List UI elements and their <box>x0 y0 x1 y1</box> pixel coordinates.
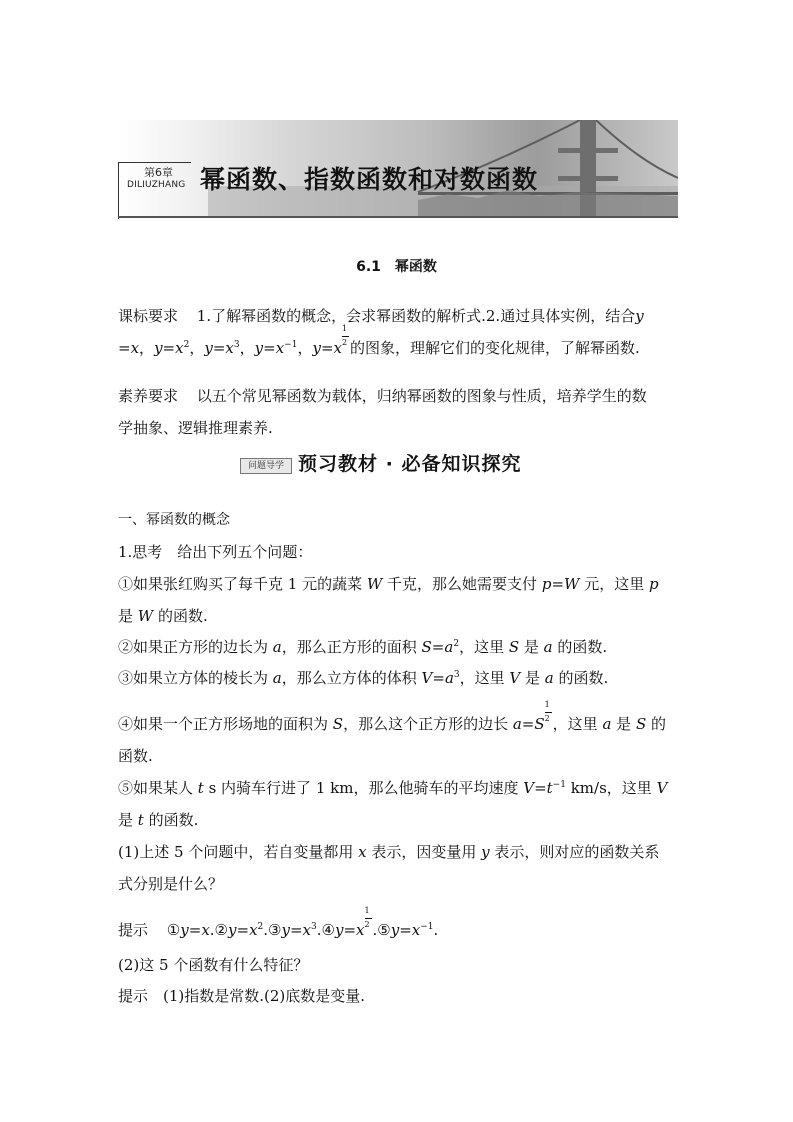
curriculum-label: 课标要求 <box>118 307 179 325</box>
literacy-requirement <box>118 380 680 444</box>
curriculum-requirement: 课标要求 1.了解幂函数的概念，会求幂函数的解析式.2.通过具体实例，结合y =x，$y=x^2$，$y=x^3$，$y=x^{-1}$，y=x $\frac{1}{2}$ 的图象，理解它们的变化规律，了解幂函数. <box>118 307 644 357</box>
chapter-pinyin: DILIUZHANG <box>127 180 186 190</box>
section-title: 6.1 幂函数 <box>356 259 437 275</box>
chapter-banner <box>118 120 678 218</box>
question-4: ④如果一个正方形场地的面积为 S，那么这个正方形的边长 a=S $\frac{1}{2}$ ，这里 a 是 S 的 函数. <box>118 700 666 765</box>
preview-banner-title: 预习教材 · 必备知识探究 <box>298 453 522 475</box>
chapter-number: 第6章 <box>144 166 173 179</box>
chapter-title: 幂函数、指数函数和对数函数 <box>200 165 539 194</box>
question-2: ②如果正方形的边长为 a，那么正方形的面积 $S=a^2$，这里 S 是 a 的函数. <box>118 638 608 656</box>
question-1: ①如果张红购买了每千克 1 元的蔬菜 W 千克，那么她需要支付 p=W 元，这里 p 是 W 的函数. <box>118 575 659 625</box>
literacy-line2: 学抽象、逻辑推理素养. <box>118 419 273 437</box>
sub-question-1: (1)上述 5 个问题中，若自变量都用 x 表示，因变量用 y 表示，则对应的函数关系 式分别是什么？ <box>118 843 660 893</box>
literacy-label: 素养要求 <box>118 387 179 405</box>
question-5: ⑤如果某人 t s 内骑车行进了 1 km，那么他骑车的平均速度 $V=t^{-1}$ km/s，这里 V 是 t 的函数. <box>118 779 668 829</box>
think-line: 1.思考 给出下列五个问题： <box>118 543 313 561</box>
guide-badge: 问题导学 <box>240 458 292 474</box>
curriculum-text: 1.了解幂函数的概念，会求幂函数的解析式.2.通过具体实例，结合 <box>196 307 636 325</box>
curriculum-text-end: 的图象，理解它们的变化规律，了解幂函数. <box>349 339 640 357</box>
question-3: ③如果立方体的棱长为 a，那么立方体的体积 $V=a^3$，这里 V 是 a 的函数. <box>118 669 609 687</box>
hint-2: 提示 (1)指数是常数.(2)底数是变量. <box>118 987 366 1005</box>
hint-label: 提示 <box>118 921 149 939</box>
hint-1: 提示 $①y=x.②y=x^2.③y=x^3.④y=x$ $\frac{1}{2}$ $.⑤y=x^{-1}$. <box>118 906 439 939</box>
sub-question-2: (2)这 5 个函数有什么特征？ <box>118 956 309 974</box>
literacy-line1: 以五个常见幂函数为载体，归纳幂函数的图象与性质，培养学生的数 <box>196 387 647 405</box>
section1-heading: 一、幂函数的概念 <box>118 512 230 528</box>
banner-divider <box>118 216 678 218</box>
